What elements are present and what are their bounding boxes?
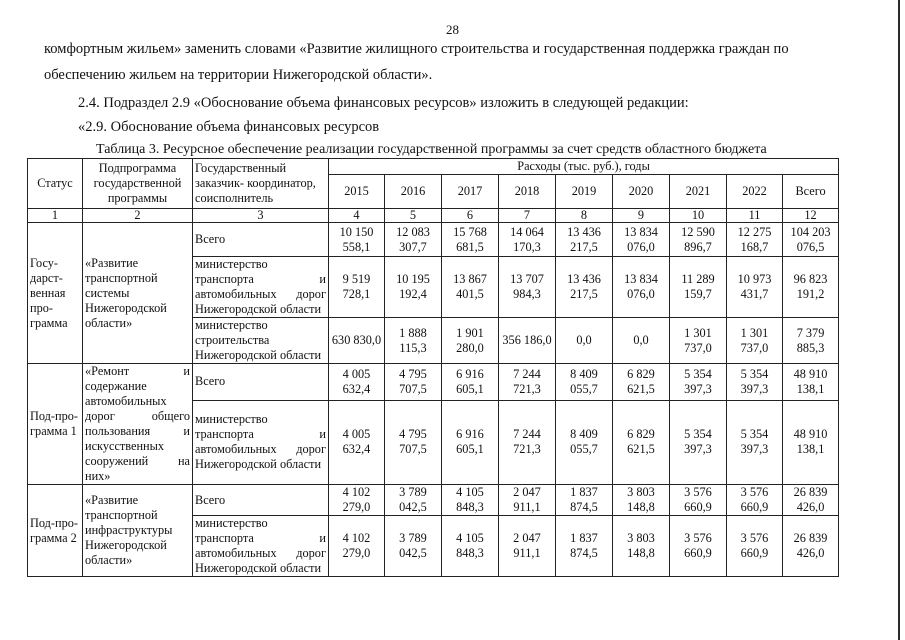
table-row: [28, 364, 839, 401]
header-customer: Государственный заказчик- координатор, соисполнитель: [193, 159, 329, 209]
header-year: 2015: [329, 175, 385, 209]
header-year: 2016: [385, 175, 442, 209]
value-cell: 2 047 911,1: [499, 485, 556, 516]
value-cell: 48 910 138,1: [783, 364, 839, 401]
value-cell: 5 354 397,3: [670, 400, 727, 484]
value-cell: 4 105 848,3: [442, 485, 499, 516]
header-year: 2018: [499, 175, 556, 209]
value-cell: 1 837 874,5: [556, 516, 613, 577]
paragraph-1-continued: обеспечению жильем на территории Нижегородской области».: [44, 67, 433, 83]
subprogram-cell: «Ремонт и содержание автомобильных дорог общего пользования и искусственных сооружений на них»: [83, 364, 193, 485]
column-index: 1: [28, 209, 83, 223]
header-expenses: Расходы (тыс. руб.), годы: [329, 159, 839, 175]
customer-cell: Всего: [193, 485, 329, 516]
value-cell: 5 354 397,3: [670, 364, 727, 401]
value-cell: 1 888 115,3: [385, 318, 442, 364]
column-index: 6: [442, 209, 499, 223]
value-cell: 7 244 721,3: [499, 400, 556, 484]
column-index: 9: [613, 209, 670, 223]
value-cell: 26 839 426,0: [783, 516, 839, 577]
value-cell: 3 789 042,5: [385, 516, 442, 577]
value-cell: 13 436 217,5: [556, 257, 613, 318]
header-subprogram: Подпрограмма государственной программы: [83, 159, 193, 209]
resource-table: [27, 158, 839, 577]
customer-cell: министерство транспорта и автомобильных дорог Нижегородской области: [193, 516, 329, 577]
header-status: Статус: [28, 159, 83, 209]
value-cell: 10 973 431,7: [727, 257, 783, 318]
value-cell: 7 379 885,3: [783, 318, 839, 364]
status-cell: Под-про-грамма 2: [28, 485, 83, 577]
value-cell: 13 834 076,0: [613, 223, 670, 257]
column-index-row: [28, 209, 839, 223]
value-cell: 4 102 279,0: [329, 516, 385, 577]
status-cell: Госу-дарст-венная про-грамма: [28, 223, 83, 364]
value-cell: 3 803 148,8: [613, 485, 670, 516]
value-cell: 5 354 397,3: [727, 400, 783, 484]
value-cell: 13 834 076,0: [613, 257, 670, 318]
value-cell: 12 275 168,7: [727, 223, 783, 257]
header-row-1: [28, 159, 839, 175]
header-year: 2021: [670, 175, 727, 209]
value-cell: 4 795 707,5: [385, 364, 442, 401]
value-cell: 4 105 848,3: [442, 516, 499, 577]
value-cell: 4 795 707,5: [385, 400, 442, 484]
value-cell: 1 301 737,0: [727, 318, 783, 364]
value-cell: 4 102 279,0: [329, 485, 385, 516]
table-caption: Таблица 3. Ресурсное обеспечение реализации государственной программы за счет средств областного бюджета: [96, 142, 767, 157]
value-cell: 1 837 874,5: [556, 485, 613, 516]
value-cell: 10 150 558,1: [329, 223, 385, 257]
header-total: Всего: [783, 175, 839, 209]
value-cell: 9 519 728,1: [329, 257, 385, 318]
page-edge-line: [898, 0, 900, 640]
header-year: 2022: [727, 175, 783, 209]
table-row: [28, 485, 839, 516]
value-cell: 8 409 055,7: [556, 400, 613, 484]
value-cell: 13 707 984,3: [499, 257, 556, 318]
value-cell: 15 768 681,5: [442, 223, 499, 257]
value-cell: 3 576 660,9: [670, 485, 727, 516]
value-cell: 630 830,0: [329, 318, 385, 364]
subprogram-cell: «Развитие транспортной инфраструктуры Нижегородской области»: [83, 485, 193, 577]
value-cell: 6 829 621,5: [613, 400, 670, 484]
value-cell: 12 590 896,7: [670, 223, 727, 257]
customer-cell: министерство строительства Нижегородской области: [193, 318, 329, 364]
column-index: 5: [385, 209, 442, 223]
value-cell: 4 005 632,4: [329, 364, 385, 401]
table-row: [28, 223, 839, 257]
value-cell: 96 823 191,2: [783, 257, 839, 318]
value-cell: 1 901 280,0: [442, 318, 499, 364]
column-index: 2: [83, 209, 193, 223]
value-cell: 3 576 660,9: [727, 485, 783, 516]
value-cell: 3 789 042,5: [385, 485, 442, 516]
customer-cell: министерство транспорта и автомобильных дорог Нижегородской области: [193, 257, 329, 318]
value-cell: 10 195 192,4: [385, 257, 442, 318]
column-index: 4: [329, 209, 385, 223]
column-index: 12: [783, 209, 839, 223]
paragraph-2: 2.4. Подраздел 2.9 «Обоснование объема финансовых ресурсов» изложить в следующей редакции:: [78, 95, 689, 111]
value-cell: 0,0: [556, 318, 613, 364]
value-cell: 5 354 397,3: [727, 364, 783, 401]
value-cell: 4 005 632,4: [329, 400, 385, 484]
header-year: 2020: [613, 175, 670, 209]
value-cell: 13 867 401,5: [442, 257, 499, 318]
value-cell: 11 289 159,7: [670, 257, 727, 318]
column-index: 7: [499, 209, 556, 223]
value-cell: 48 910 138,1: [783, 400, 839, 484]
status-cell: Под-про-грамма 1: [28, 364, 83, 485]
column-index: 11: [727, 209, 783, 223]
header-year: 2017: [442, 175, 499, 209]
customer-cell: Всего: [193, 364, 329, 401]
paragraph-1: комфортным жильем» заменить словами «Развитие жилищного строительства и государственная поддержка граждан по: [44, 41, 789, 57]
column-index: 8: [556, 209, 613, 223]
value-cell: 6 829 621,5: [613, 364, 670, 401]
value-cell: 7 244 721,3: [499, 364, 556, 401]
value-cell: 26 839 426,0: [783, 485, 839, 516]
value-cell: 2 047 911,1: [499, 516, 556, 577]
value-cell: 0,0: [613, 318, 670, 364]
value-cell: 13 436 217,5: [556, 223, 613, 257]
paragraph-3: «2.9. Обоснование объема финансовых ресурсов: [78, 119, 380, 135]
value-cell: 8 409 055,7: [556, 364, 613, 401]
value-cell: 104 203 076,5: [783, 223, 839, 257]
value-cell: 1 301 737,0: [670, 318, 727, 364]
value-cell: 3 576 660,9: [727, 516, 783, 577]
customer-cell: министерство транспорта и автомобильных дорог Нижегородской области: [193, 400, 329, 484]
value-cell: 14 064 170,3: [499, 223, 556, 257]
column-index: 10: [670, 209, 727, 223]
header-year: 2019: [556, 175, 613, 209]
page-number: 28: [446, 22, 459, 37]
value-cell: 6 916 605,1: [442, 400, 499, 484]
value-cell: 6 916 605,1: [442, 364, 499, 401]
value-cell: 356 186,0: [499, 318, 556, 364]
value-cell: 3 576 660,9: [670, 516, 727, 577]
customer-cell: Всего: [193, 223, 329, 257]
column-index: 3: [193, 209, 329, 223]
value-cell: 3 803 148,8: [613, 516, 670, 577]
subprogram-cell: «Развитие транспортной системы Нижегородской области»: [83, 223, 193, 364]
value-cell: 12 083 307,7: [385, 223, 442, 257]
